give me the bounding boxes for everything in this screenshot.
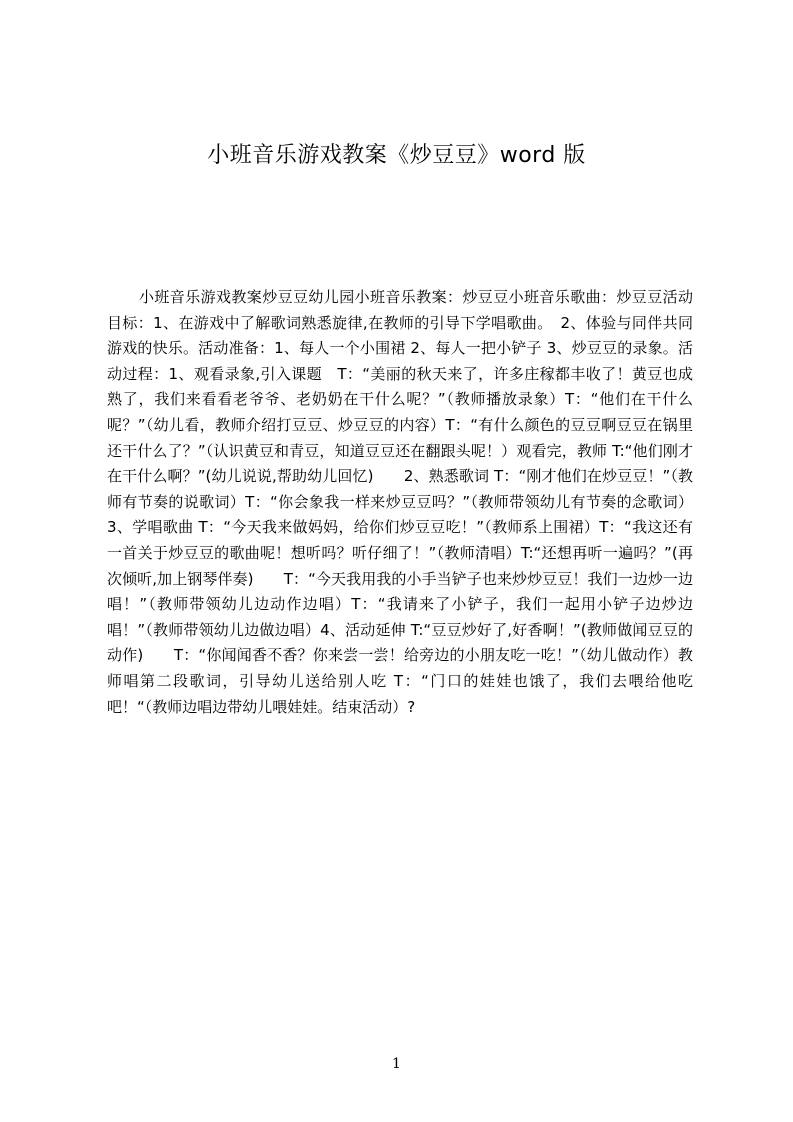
document-body-paragraph: 小班音乐游戏教案炒豆豆幼儿园小班音乐教案：炒豆豆小班音乐歌曲：炒豆豆活动目标：1、在游戏中了解歌词熟悉旋律,在教师的引导下学唱歌曲。 2、体验与同伴共同游戏的快乐。活动准备：1、每人一个小围裙 2、每人一把小铲子 3、炒豆豆的录象。活动过程：1、观看录象,引入课题 T：“美丽的秋天来了，许多庄稼都丰收了！黄豆也成熟了，我们来看看老爷爷、老奶奶在干什么呢？”（教师播放录象）T：“他们在干什么呢？”（幼儿看，教师介绍打豆豆、炒豆豆的内容）T：“有什么颜色的豆豆啊豆豆在锅里还干什么了？”（认识黄豆和青豆，知道豆豆还在翻跟头呢！）观看完，教师 T:“他们刚才在干什么啊？”(幼儿说说,帮助幼儿回忆) 2、熟悉歌词 T：“刚才他们在炒豆豆！”（教师有节奏的说歌词）T：“你会象我一样来炒豆豆吗？”（教师带领幼儿有节奏的念歌词）3、学唱歌曲 T：“今天我来做妈妈，给你们炒豆豆吃！”（教师系上围裙）T：“我这还有一首关于炒豆豆的歌曲呢！想听吗？听仔细了！”（教师清唱）T:“还想再听一遍吗？”(再次倾听,加上钢琴伴奏) T：“今天我用我的小手当铲子也来炒炒豆豆！我们一边炒一边唱！”（教师带领幼儿边动作边唱）T：“我请来了小铲子，我们一起用小铲子边炒边唱！”（教师带领幼儿边做边唱）4、活动延伸 T:“豆豆炒好了,好香啊！”(教师做闻豆豆的动作) T：“你闻闻香不香？你来尝一尝！给旁边的小朋友吃一吃！”（幼儿做动作）教师唱第二段歌词，引导幼儿送给别人吃 T：“门口的娃娃也饿了，我们去喂给他吃吧！“（教师边唱边带幼儿喂娃娃。结束活动）? xyxy=(107,288,693,716)
page-number: 1 xyxy=(392,1056,401,1072)
document-title: 小班音乐游戏教案《炒豆豆》word 版 xyxy=(207,143,586,168)
